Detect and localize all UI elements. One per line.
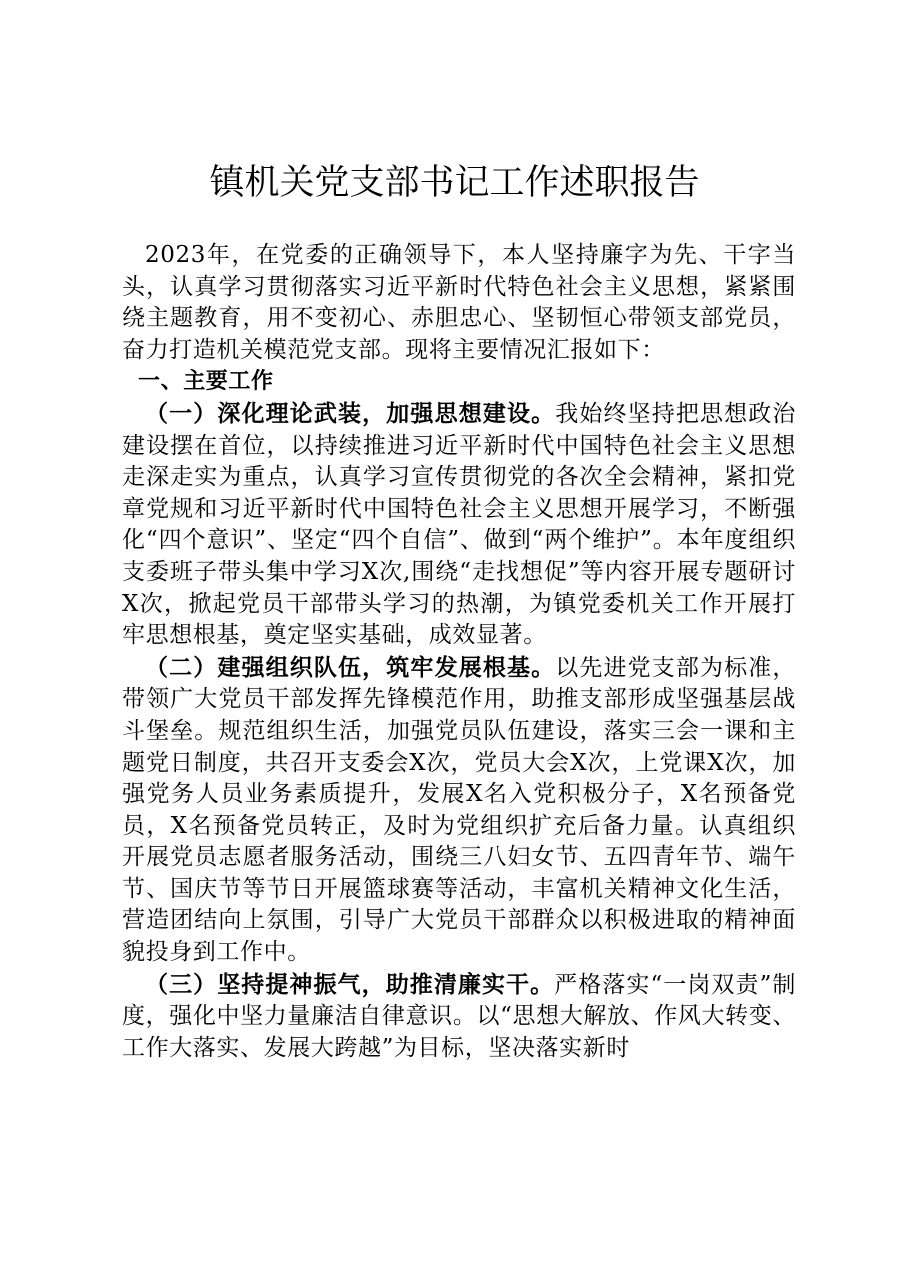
item-paragraph-2 (122, 652, 796, 969)
item-paragraph-3 (122, 969, 796, 1065)
item-paragraph-1 (122, 398, 796, 652)
item-lead-2: （二）建强组织队伍，筑牢发展根基。 (145, 653, 556, 681)
document-title: 镇机关党支部书记工作述职报告 (209, 163, 700, 203)
intro-paragraph: 2023年，在党委的正确领导下，本人坚持廉字为先、干字当头，认真学习贯彻落实习近平新时代特色社会主义思想，紧紧围绕主题教育，用不变初心、赤胆忠心、坚韧恒心带领支部党员，奋力打造机关模范党支部。现将主要情况汇报如下： (122, 242, 796, 363)
section-heading-main-work: 一、主要工作 (138, 369, 274, 395)
item-text-3: 严格落实“一岗双责”制度，强化中坚力量廉洁自律意识。以“思想大解放、作风大转变、工作大落实、发展大跨越”为目标，坚决落实新时 (122, 971, 796, 1061)
document-body (122, 240, 796, 1064)
item-lead-3: （三）坚持提神振气，助推清廉实干。 (145, 970, 555, 998)
item-text-1: 我始终坚持把思想政治建设摆在首位，以持续推进习近平新时代中国特色社会主义思想走深走实为重点，认真学习宣传贯彻党的各次全会精神，紧扣党章党规和习近平新时代中国特色社会主义思想开展学习，不断强化“四个意识”、坚定“四个自信”、做到“两个维护”。本年度组织支委班子带头集中学习X次,围绕“走找想促”等内容开展专题研讨X次，掀起党员干部带头学习的热潮，为镇党委机关工作开展打牢思想根基，奠定坚实基础，成效显著。 (122, 400, 797, 649)
item-text-2: 以先进党支部为标准，带领广大党员干部发挥先锋模范作用，助推支部形成坚强基层战斗堡垒。规范组织生活，加强党员队伍建设，落实三会一课和主题党日制度，共召开支委会X次，党员大会X次，上党课X次，加强党务人员业务素质提升，发展X名入党积极分子，X名预备党员，X名预备党员转正，及时为党组织扩充后备力量。认真组织开展党员志愿者服务活动，围绕三八妇女节、五四青年节、端午节、国庆节等节日开展篮球赛等活动，丰富机关精神文化生活，营造团结向上氛围，引导广大党员干部群众以积极进取的精神面貌投身到工作中。 (122, 654, 797, 966)
item-lead-1: （一）深化理论武装，加强思想建设。 (145, 399, 556, 427)
